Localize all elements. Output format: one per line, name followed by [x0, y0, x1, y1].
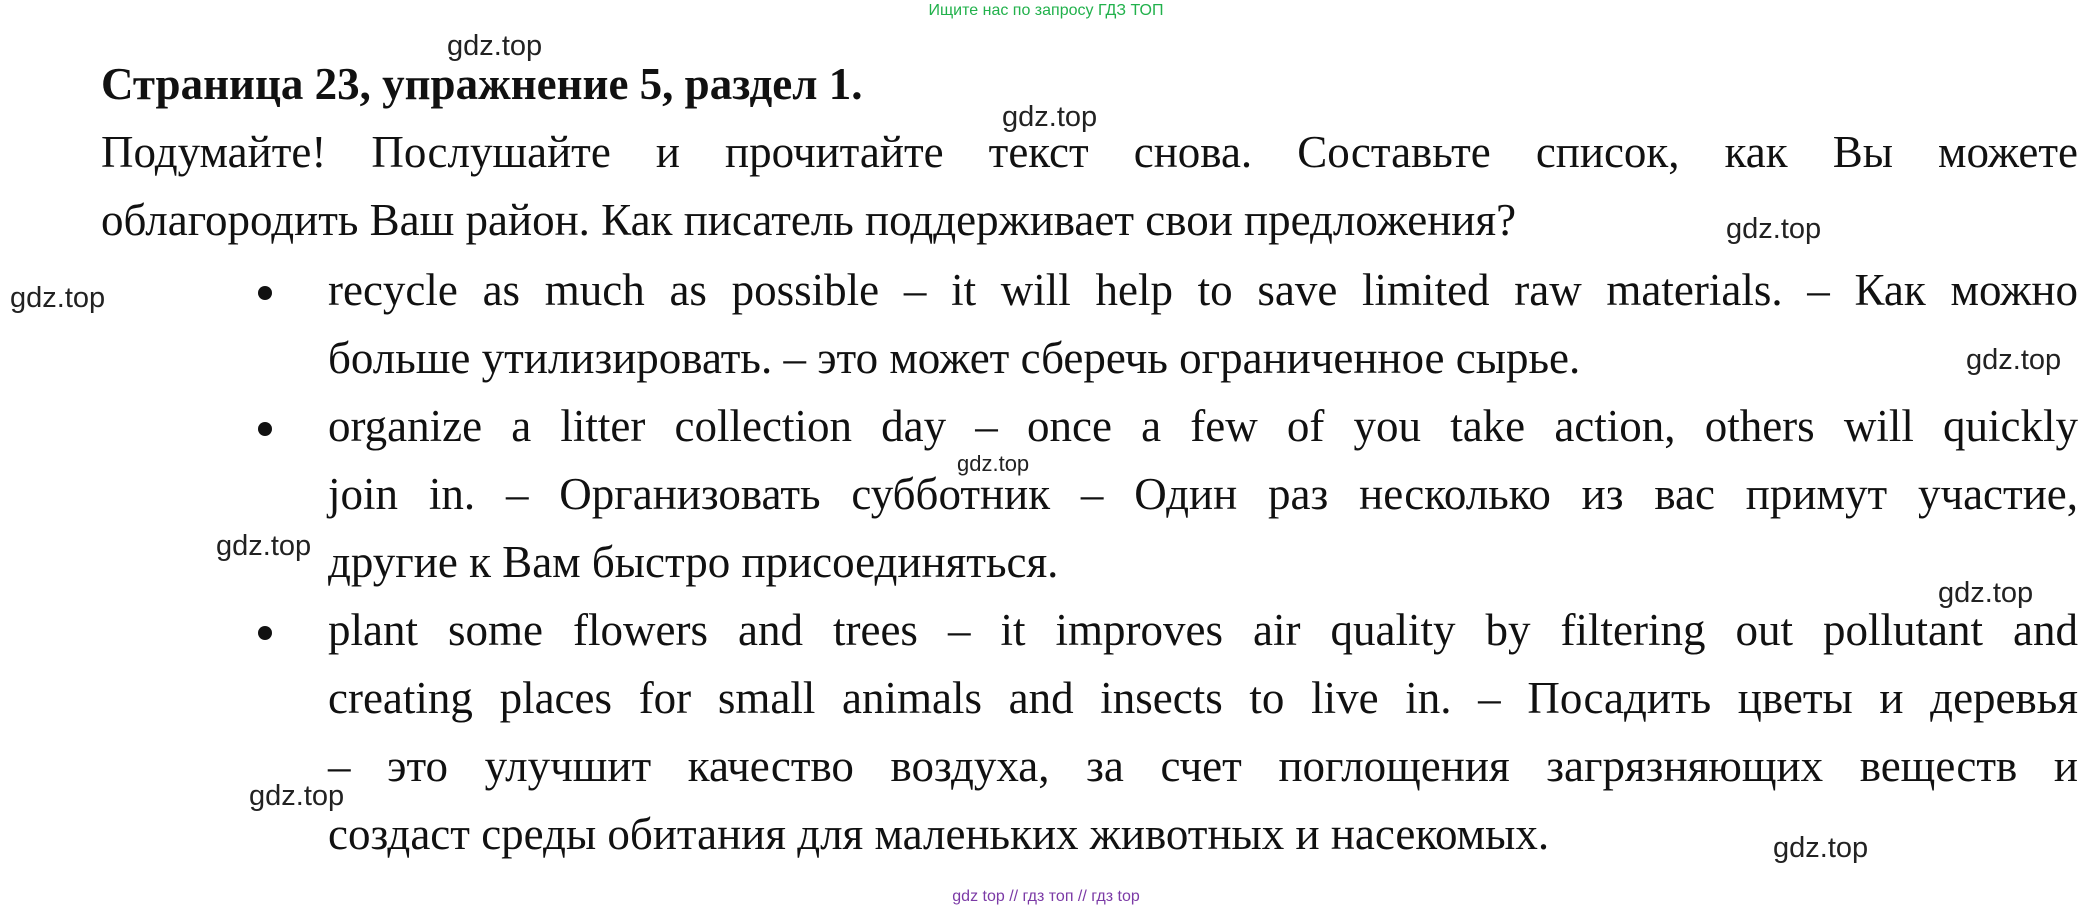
item-2-line-2: join in. – Организовать субботник – Один раз несколько из вас примут участие,: [328, 469, 2078, 519]
watermark: gdz.top: [1938, 577, 2034, 609]
page-title: Страница 23, упражнение 5, раздел 1.: [101, 59, 863, 109]
bullet-1: [258, 286, 272, 300]
bullet-2: [258, 422, 272, 436]
watermark: gdz.top: [1966, 344, 2062, 376]
watermark: gdz.top: [1002, 101, 1098, 133]
intro-line-1: Подумайте! Послушайте и прочитайте текст снова. Составьте список, как Вы можете: [101, 127, 2078, 177]
item-2-line-1: organize a litter collection day – once a few of you take action, others will quickly: [328, 401, 2078, 451]
watermark: gdz.top: [216, 530, 312, 562]
item-3-line-4: создаст среды обитания для маленьких животных и насекомых.: [328, 809, 1550, 859]
item-1-line-1: recycle as much as possible – it will help to save limited raw materials. – Как можно: [328, 265, 2078, 315]
item-3-line-3: – это улучшит качество воздуха, за счет поглощения загрязняющих веществ и: [328, 741, 2078, 791]
watermark: gdz.top: [1773, 832, 1869, 864]
bullet-3: [258, 626, 272, 640]
item-1-line-2: больше утилизировать. – это может сберечь ограниченное сырье.: [328, 333, 1581, 383]
intro-line-2: облагородить Ваш район. Как писатель поддерживает свои предложения?: [101, 195, 1517, 245]
watermark: gdz.top: [249, 780, 345, 812]
watermark: gdz.top: [10, 282, 106, 314]
item-3-line-1: plant some flowers and trees – it improves air quality by filtering out pollutant and: [328, 605, 2078, 655]
watermark: gdz.top: [1726, 213, 1822, 245]
top-search-note: Ищите нас по запросу ГДЗ ТОП: [928, 2, 1164, 19]
item-3-line-2: creating places for small animals and insects to live in. – Посадить цветы и деревья: [328, 673, 2078, 723]
watermark: gdz.top: [957, 451, 1030, 476]
item-2-line-3: другие к Вам быстро присоединяться.: [328, 537, 1059, 587]
footer-watermark: gdz top // гдз топ // гдз top: [952, 888, 1140, 905]
watermark: gdz.top: [447, 30, 543, 62]
